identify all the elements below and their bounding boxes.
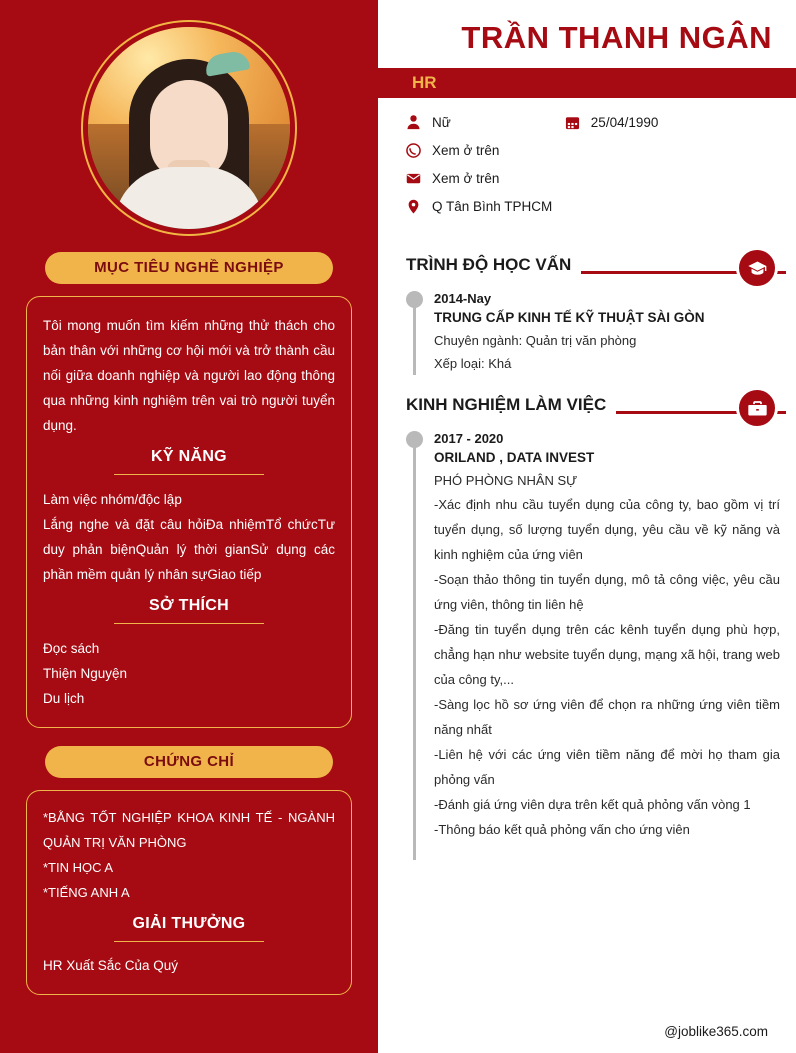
education-school: TRUNG CẤP KINH TẾ KỸ THUẬT SÀI GÒN xyxy=(434,310,705,325)
list-item: -Liên hệ với các ứng viên tiềm năng để mời họ tham gia phỏng vấn xyxy=(434,747,780,787)
list-item: -Xác định nhu cầu tuyển dụng của công ty, bao gồm vị trí tuyển dụng, số lượng tuyển dụng, yêu cầu về kỹ năng và kinh nghiệm của ứng viên xyxy=(434,497,780,562)
watermark: @joblike365.com xyxy=(664,1024,768,1039)
envelope-icon xyxy=(406,171,432,186)
avatar xyxy=(81,20,297,236)
section-title-skills: KỸ NĂNG xyxy=(151,448,227,465)
timeline-dot xyxy=(406,291,423,308)
left-sidebar xyxy=(0,0,378,1053)
experience-company: ORILAND , DATA INVEST xyxy=(434,450,595,465)
skills-divider xyxy=(114,474,264,475)
contact-row-email xyxy=(406,171,776,186)
timeline-dot xyxy=(406,431,423,448)
experience-position: PHÓ PHÒNG NHÂN SỰ xyxy=(434,473,578,488)
skill-line-1: Làm việc nhóm/độc lập xyxy=(43,492,182,507)
section-title-experience: KINH NGHIỆM LÀM VIỆC xyxy=(378,385,616,425)
graduation-cap-icon xyxy=(736,247,778,289)
contact-row-gender-birthday xyxy=(406,114,776,130)
awards-divider xyxy=(114,941,264,942)
person-icon xyxy=(406,114,432,130)
list-item: *TIẾNG ANH A xyxy=(43,885,130,900)
phone-value: Xem ở trên xyxy=(432,143,500,158)
role-banner xyxy=(378,68,796,98)
contact-row-phone xyxy=(406,143,776,158)
location-pin-icon xyxy=(406,199,432,214)
left-content xyxy=(0,0,378,1023)
section-title-education: TRÌNH ĐỘ HỌC VẤN xyxy=(378,245,581,285)
list-item: -Sàng lọc hồ sơ ứng viên để chọn ra những ứng viên tiềm năng nhất xyxy=(434,697,780,737)
certificates-box xyxy=(26,790,352,995)
skill-line-2: Lắng nghe và đặt câu hỏiĐa nhiệmTổ chứcTư duy phản biệnQuản lý thời gianSử dụng các phần mềm quản lý nhân sựGiao tiếp xyxy=(43,517,335,582)
role-title: HR xyxy=(412,73,437,92)
phone-icon xyxy=(406,143,432,158)
list-item: -Đánh giá ứng viên dựa trên kết quả phỏng vấn vòng 1 xyxy=(434,797,751,812)
education-timeline xyxy=(406,285,796,375)
list-item: -Đăng tin tuyển dụng trên các kênh tuyển dụng phù hợp, chẳng hạn như website tuyển dụng, mạng xã hội, trang web của công ty,... xyxy=(434,622,780,687)
birthday-value: 25/04/1990 xyxy=(590,114,659,130)
calendar-icon xyxy=(565,115,591,130)
gender-value: Nữ xyxy=(432,114,451,130)
list-item: *BẰNG TỐT NGHIỆP KHOA KINH TẾ - NGÀNH QUẢN TRỊ VĂN PHÒNG xyxy=(43,810,335,850)
avatar-photo xyxy=(88,27,290,229)
list-item: Du lịch xyxy=(43,691,85,706)
education-grade: Xếp loại: Khá xyxy=(434,356,512,371)
objective-text: Tôi mong muốn tìm kiếm những thử thách cho bản thân với những cơ hội mới và trở thành cầu nối giữa doanh nghiệp và người lao động thông qua những kinh nghiệm trên vai trò người tuyển dụng. xyxy=(43,318,335,433)
section-header-education xyxy=(378,245,796,285)
section-header-experience xyxy=(378,385,796,425)
contact-block xyxy=(378,98,796,235)
contact-row-address xyxy=(406,199,776,214)
section-title-certificates: CHỨNG CHỈ xyxy=(45,746,333,778)
contact-col-birthday xyxy=(565,115,659,130)
timeline-line xyxy=(413,435,416,860)
section-title-awards: GIẢI THƯỞNG xyxy=(132,915,246,932)
email-value: Xem ở trên xyxy=(432,171,500,186)
objective-box xyxy=(26,296,352,728)
list-item: -Soạn thảo thông tin tuyển dụng, mô tả công việc, yêu cầu ứng viên, thông tin liên hệ xyxy=(434,572,780,612)
header xyxy=(378,0,796,58)
list-item: *TIN HỌC A xyxy=(43,860,114,875)
education-date: 2014-Nay xyxy=(434,291,492,306)
hobbies-divider xyxy=(114,623,264,624)
section-title-objective: MỤC TIÊU NGHỀ NGHIỆP xyxy=(45,252,333,284)
list-item: Thiện Nguyện xyxy=(43,666,128,681)
list-item: Đọc sách xyxy=(43,641,100,656)
list-item: -Thông báo kết quả phỏng vấn cho ứng viên xyxy=(434,822,690,837)
list-item: HR Xuất Sắc Của Quý xyxy=(43,958,179,973)
education-major: Chuyên ngành: Quản trị văn phòng xyxy=(434,333,637,348)
briefcase-icon xyxy=(736,387,778,429)
experience-date: 2017 - 2020 xyxy=(434,431,504,446)
main-content xyxy=(378,0,796,1053)
address-value: Q Tân Bình TPHCM xyxy=(432,199,553,214)
page-title: TRẦN THANH NGÂN xyxy=(461,20,772,55)
section-title-hobbies: SỞ THÍCH xyxy=(148,597,230,614)
experience-timeline xyxy=(406,425,796,860)
